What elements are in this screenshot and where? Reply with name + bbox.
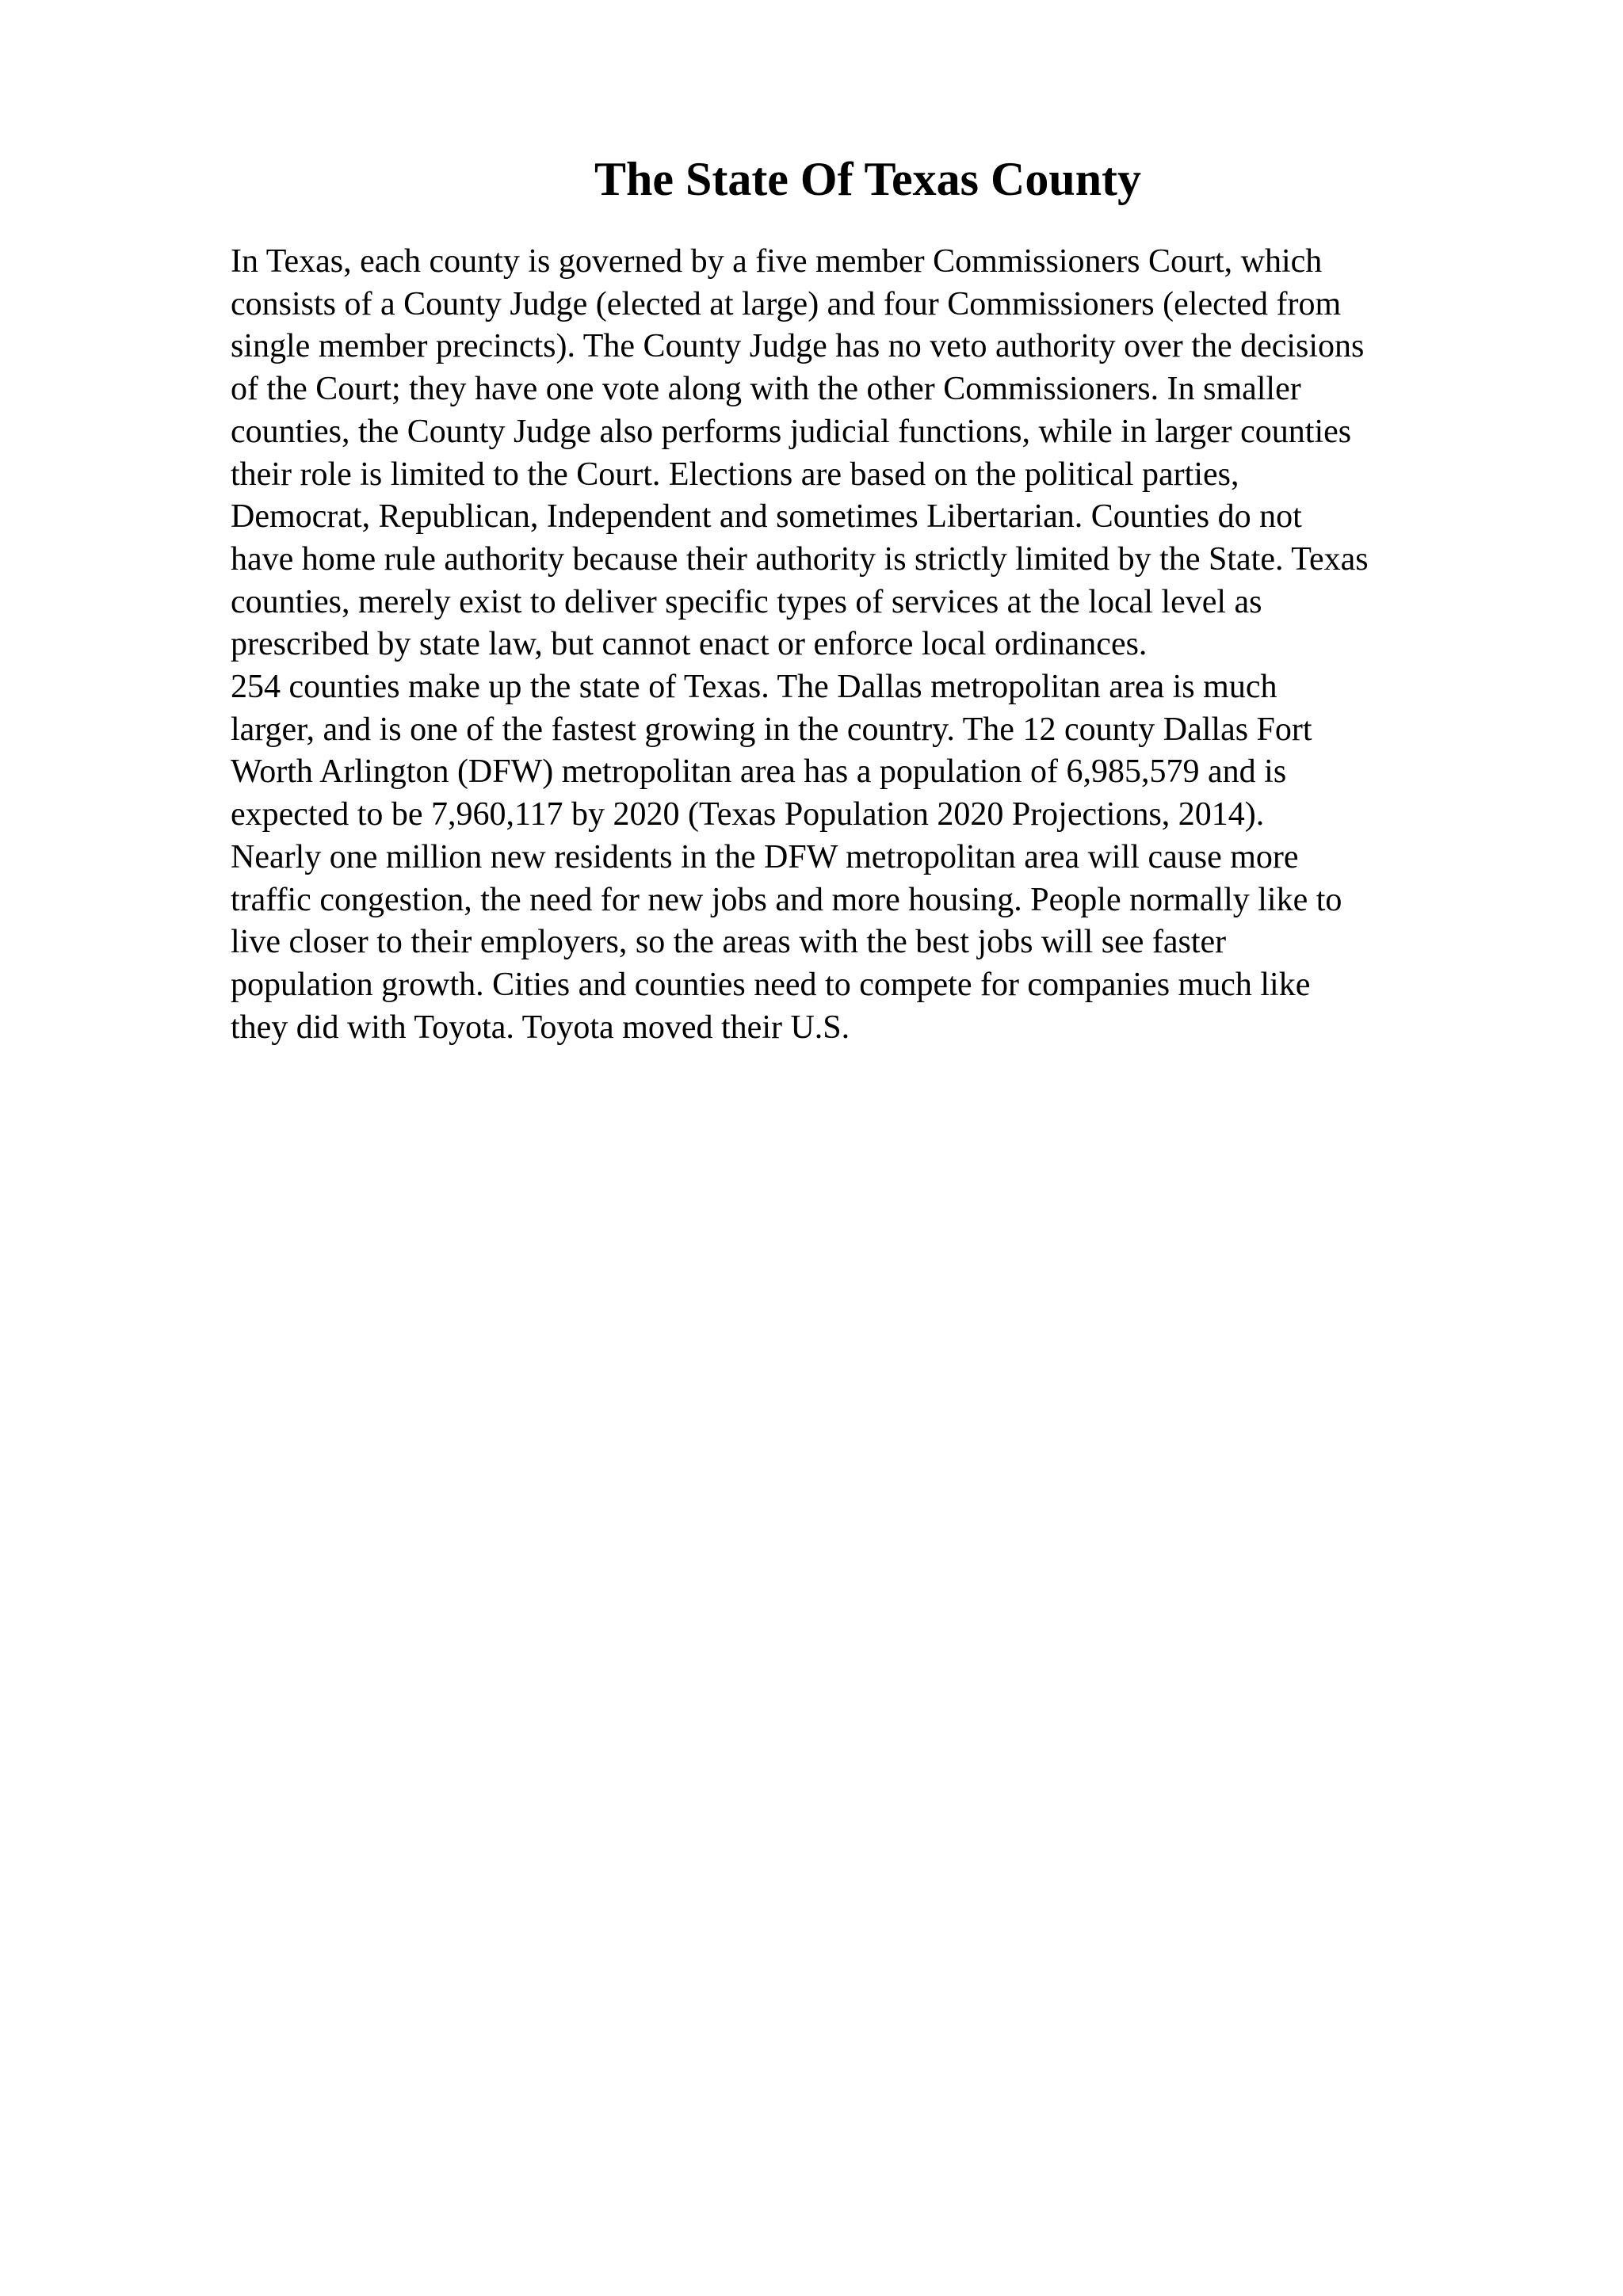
text-line: their role is limited to the Court. Elections are based on the political parties, bbox=[231, 456, 1239, 493]
text-line: of the Court; they have one vote along with the other Commissioners. In smaller bbox=[231, 371, 1301, 408]
text-line: 254 counties make up the state of Texas. The Dallas metropolitan area is much bbox=[231, 669, 1277, 706]
text-line: consists of a County Judge (elected at large) and four Commissioners (elected from bbox=[231, 285, 1342, 322]
text-line: larger, and is one of the fastest growing in the country. The 12 county Dallas Fort bbox=[231, 711, 1312, 748]
body-text bbox=[231, 241, 1514, 1049]
text-line: have home rule authority because their authority is strictly limited by the State. Texas bbox=[231, 540, 1369, 578]
text-line: they did with Toyota. Toyota moved their U.S. bbox=[231, 1009, 850, 1046]
text-line: population growth. Cities and counties need to compete for companies much like bbox=[231, 966, 1311, 1003]
text-line: Nearly one million new residents in the DFW metropolitan area will cause more bbox=[231, 838, 1299, 875]
page-title: The State Of Texas County bbox=[594, 153, 1142, 205]
text-line: counties, the County Judge also performs judicial functions, while in larger counties bbox=[231, 413, 1352, 450]
text-line: In Texas, each county is governed by a five member Commissioners Court, which bbox=[231, 243, 1323, 280]
text-line: prescribed by state law, but cannot enact or enforce local ordinances. bbox=[231, 626, 1148, 663]
text-line: expected to be 7,960,117 by 2020 (Texas Population 2020 Projections, 2014). bbox=[231, 796, 1265, 833]
text-line: Worth Arlington (DFW) metropolitan area has a population of 6,985,579 and is bbox=[231, 753, 1287, 791]
text-line: counties, merely exist to deliver specific types of services at the local level as bbox=[231, 583, 1262, 620]
text-line: single member precincts). The County Judge has no veto authority over the decisions bbox=[231, 328, 1365, 365]
text-line: traffic congestion, the need for new jobs and more housing. People normally like to bbox=[231, 881, 1342, 918]
text-line: live closer to their employers, so the areas with the best jobs will see faster bbox=[231, 924, 1227, 961]
text-line: Democrat, Republican, Independent and sometimes Libertarian. Counties do not bbox=[231, 498, 1302, 536]
